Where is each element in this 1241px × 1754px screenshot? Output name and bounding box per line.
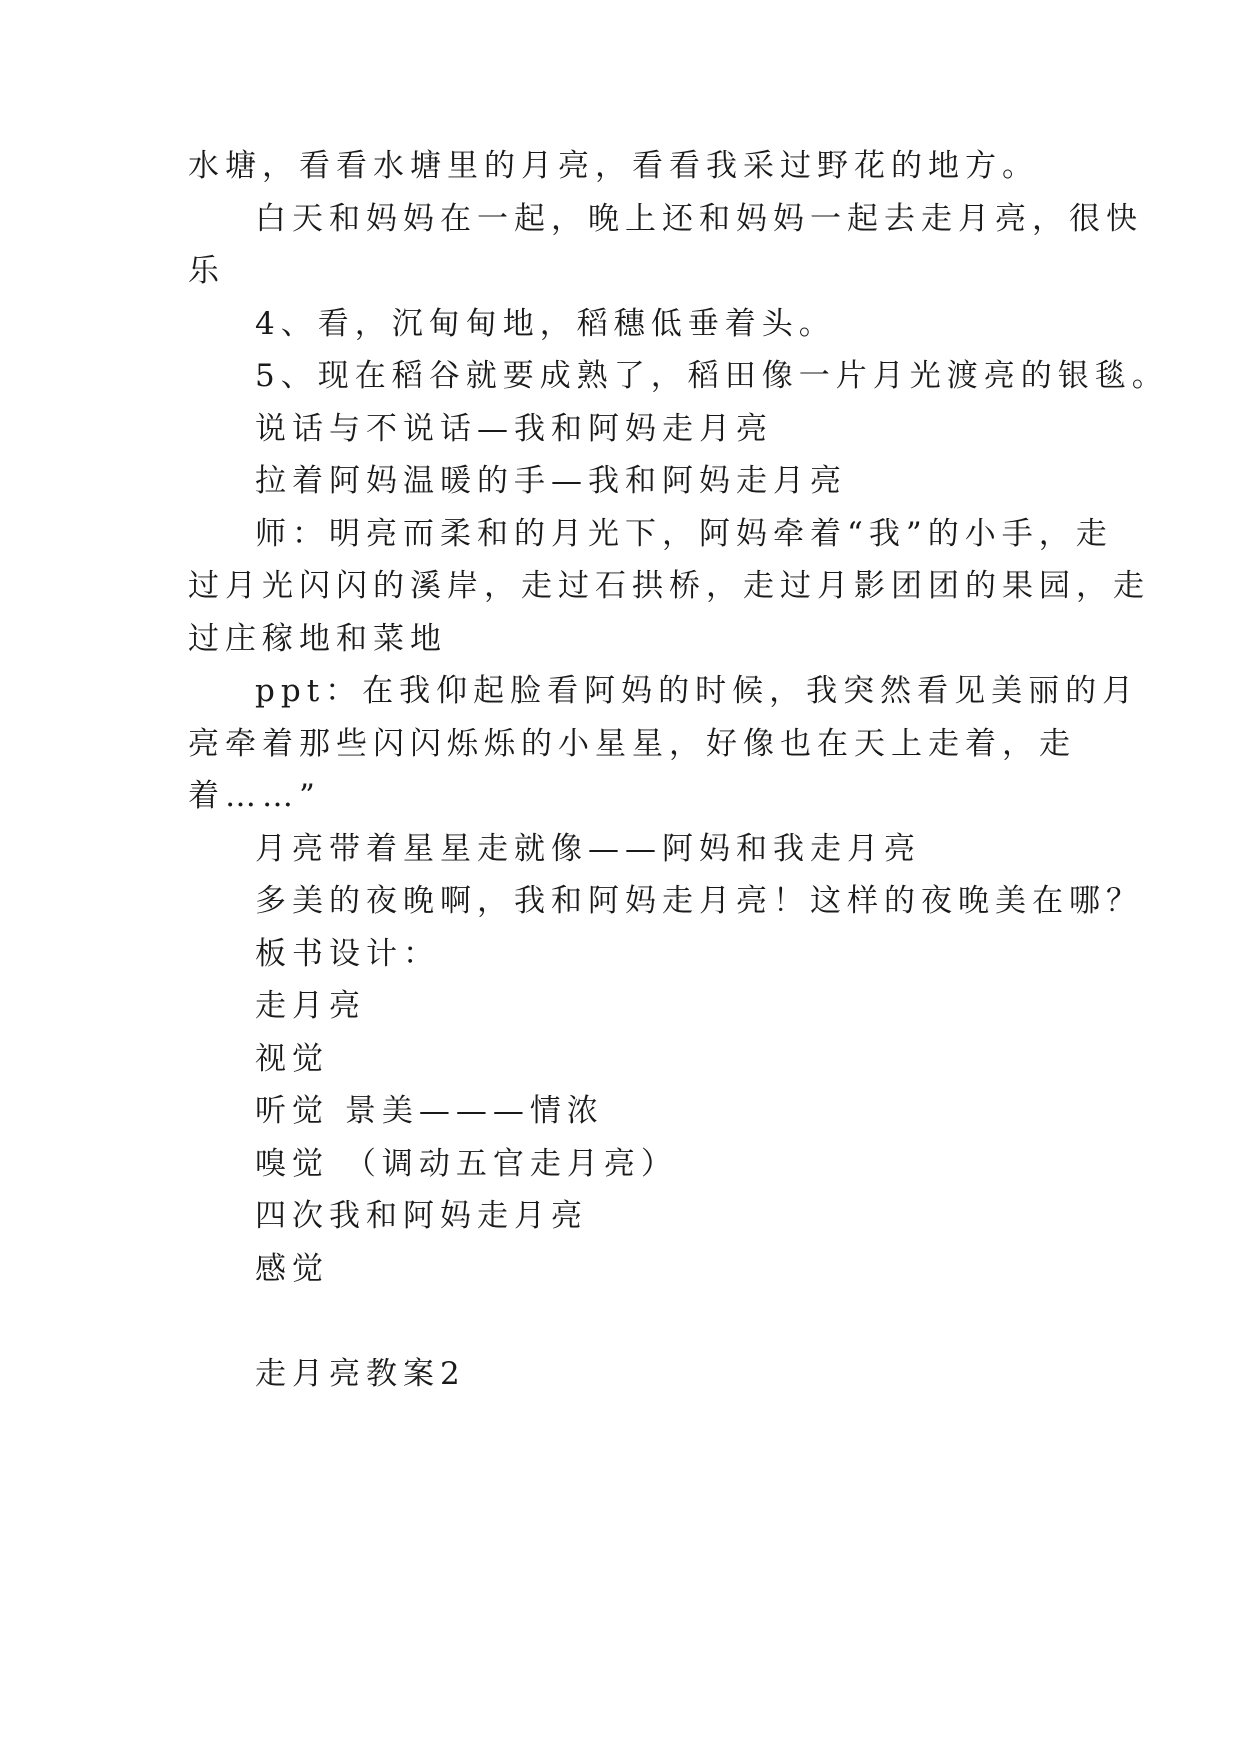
section-heading: 走月亮教案2 [255,1356,466,1392]
text-line: 着……” [188,778,321,814]
text-line: 过庄稼地和菜地 [188,621,447,657]
text-line: 师：明亮而柔和的月光下，阿妈牵着“我”的小手，走 [255,516,1113,552]
text-line: 过月光闪闪的溪岸，走过石拱桥，走过月影团团的果园，走 [188,568,1150,604]
text-line: 感觉 [255,1251,329,1287]
text-line: 水塘，看看水塘里的月亮，看看我采过野花的地方。 [188,148,1039,184]
text-line: 白天和妈妈在一起，晚上还和妈妈一起去走月亮，很快 [255,201,1143,237]
text-line: 四次我和阿妈走月亮 [255,1198,588,1234]
text-line: 亮牵着那些闪闪烁烁的小星星，好像也在天上走着，走 [188,726,1076,762]
text-line: 嗅觉 （调动五官走月亮） [255,1146,678,1182]
text-line: 说话与不说话—我和阿妈走月亮 [255,411,773,447]
text-line: ppt：在我仰起脸看阿妈的时候，我突然看见美丽的月 [255,673,1140,709]
text-line: 板书设计： [255,936,440,972]
text-line: 乐 [188,253,225,289]
text-line: 4、看，沉甸甸地，稻穗低垂着头。 [255,306,836,342]
text-line: 拉着阿妈温暖的手—我和阿妈走月亮 [255,463,847,499]
text-line: 视觉 [255,1041,329,1077]
text-line: 听觉 景美———情浓 [255,1093,604,1129]
text-line: 走月亮 [255,988,366,1024]
text-line: 月亮带着星星走就像——阿妈和我走月亮 [255,831,921,867]
text-line: 多美的夜晚啊，我和阿妈走月亮！这样的夜晚美在哪？ [255,883,1143,919]
text-line: 5、现在稻谷就要成熟了，稻田像一片月光渡亮的银毯。 [255,358,1169,394]
